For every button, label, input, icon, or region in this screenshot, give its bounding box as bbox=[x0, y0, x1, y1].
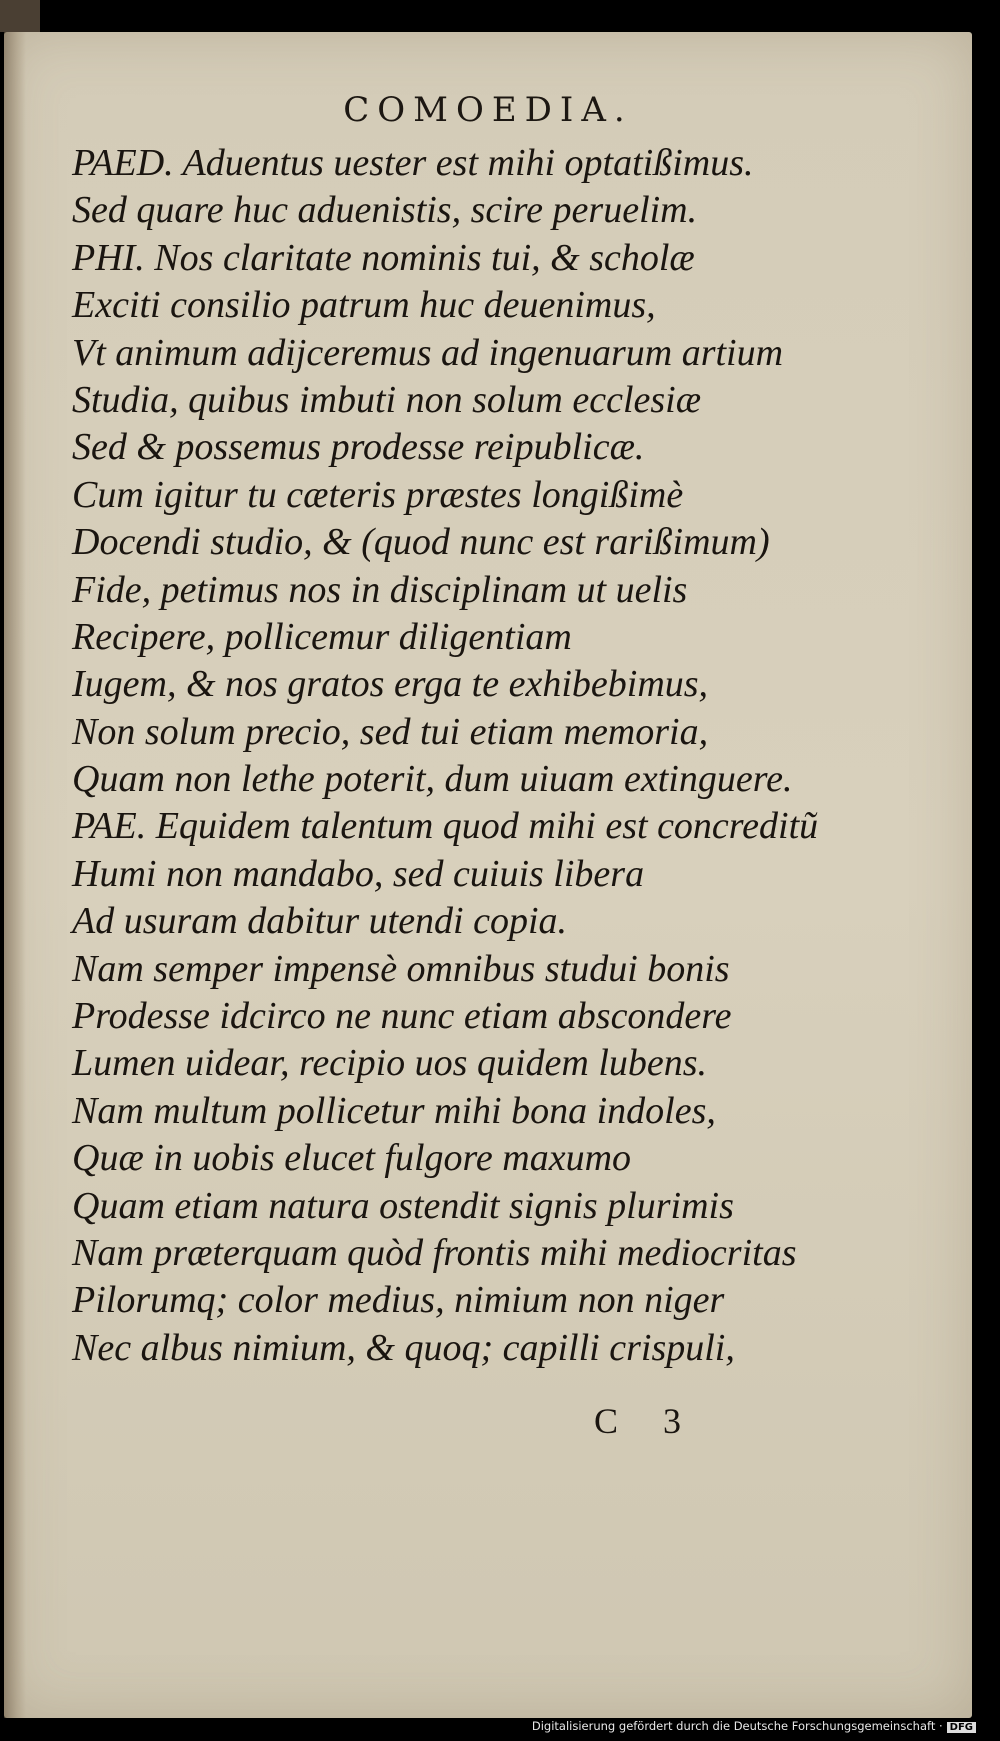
signature-mark: C 3 bbox=[594, 1401, 700, 1441]
verse-line: Nam multum pollicetur mihi bona indoles, bbox=[72, 1089, 716, 1132]
verse-line: Nam semper impensè omnibus studui bonis bbox=[72, 947, 730, 990]
verse-line: Sed & possemus prodesse reipublicæ. bbox=[72, 426, 645, 469]
verse-line: Humi non mandabo, sed cuiuis libera bbox=[72, 852, 645, 895]
credit-text: Digitalisierung gefördert durch die Deutsche Forschungsgemeinschaft · bbox=[531, 1719, 943, 1733]
verse-line: Cum igitur tu cæteris præstes longißimè bbox=[72, 473, 684, 516]
verse-line: Quam etiam natura ostendit signis plurimis bbox=[72, 1184, 734, 1227]
verse-line: Docendi studio, & (quod nunc est rarißimum) bbox=[72, 521, 770, 564]
binding-shadow bbox=[4, 32, 26, 1718]
verse-line: Studia, quibus imbuti non solum ecclesiæ bbox=[72, 378, 702, 421]
verse-line: Iugem, & nos gratos erga te exhibebimus, bbox=[72, 663, 709, 706]
book-page bbox=[4, 32, 972, 1718]
verse-line: Vt animum adijceremus ad ingenuarum artium bbox=[72, 331, 784, 374]
running-head: COMOEDIA. bbox=[343, 90, 633, 130]
dfg-logo-icon: DFG bbox=[947, 1722, 976, 1733]
verse-line: Nec albus nimium, & quoq; capilli crispuli, bbox=[72, 1326, 735, 1369]
verse-line: Ad usuram dabitur utendi copia. bbox=[72, 900, 568, 943]
verse-line: Pilorumq; color medius, nimium non niger bbox=[72, 1279, 725, 1322]
verse-line: Exciti consilio patrum huc deuenimus, bbox=[72, 284, 656, 327]
verse-line: Lumen uidear, recipio uos quidem lubens. bbox=[72, 1042, 708, 1085]
binding-tab bbox=[0, 0, 40, 32]
verse-line: Fide, petimus nos in disciplinam ut uelis bbox=[72, 568, 688, 611]
verse-line: Prodesse idcirco ne nunc etiam abscondere bbox=[72, 995, 732, 1038]
verse-line: Recipere, pollicemur diligentiam bbox=[72, 615, 572, 658]
verse-block bbox=[72, 140, 952, 1372]
verse-line: PAE. Equidem talentum quod mihi est concreditũ bbox=[72, 805, 819, 848]
verse-line: PAED. Aduentus uester est mihi optatißimus. bbox=[72, 142, 754, 184]
verse-line: PHI. Nos claritate nominis tui, & scholæ bbox=[72, 236, 695, 279]
verse-line: Quam non lethe poterit, dum uiuam extinguere. bbox=[72, 758, 793, 801]
verse-line: Non solum precio, sed tui etiam memoria, bbox=[72, 710, 709, 753]
verse-line: Quæ in uobis elucet fulgore maxumo bbox=[72, 1137, 632, 1180]
digitization-credit bbox=[532, 1719, 976, 1733]
verse-line: Nam prӕterquam quòd frontis mihi mediocritas bbox=[72, 1231, 797, 1274]
verse-line: Sed quare huc aduenistis, scire peruelim. bbox=[72, 189, 698, 232]
